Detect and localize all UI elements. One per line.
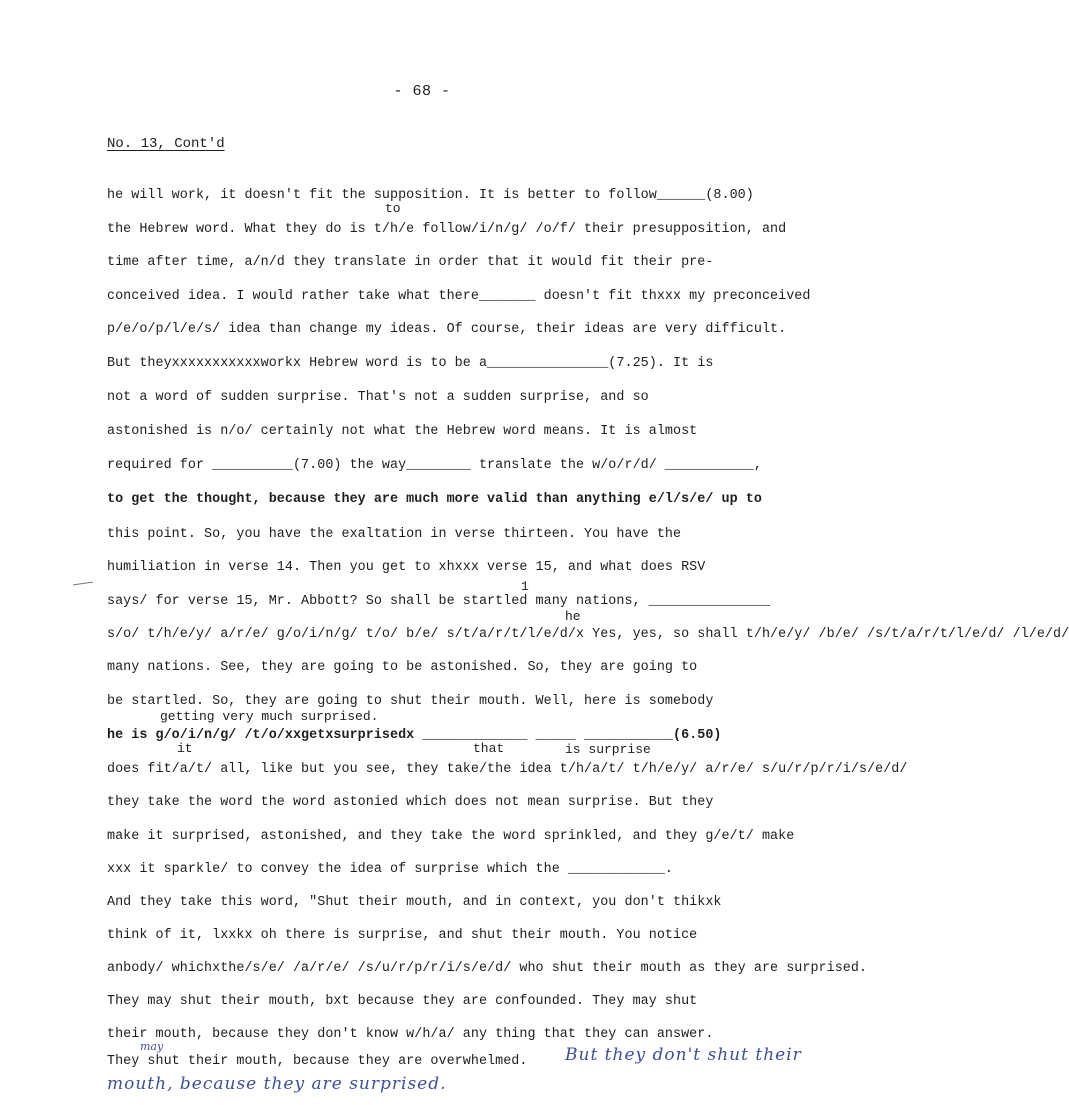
- interlinear-that: that: [473, 741, 505, 756]
- margin-mark: [73, 582, 93, 586]
- text-line-15: many nations. See, they are going to be astonished. So, they are going to: [107, 660, 698, 675]
- text-line-13: says/ for verse 15, Mr. Abbott? So shall be startled many nations, _______________: [107, 594, 771, 609]
- section-heading: No. 13, Cont'd: [107, 136, 225, 152]
- interlinear-getting-surprised: getting very much surprised.: [160, 709, 379, 724]
- text-line-21: xxx it sparkle/ to convey the idea of surprise which the ____________.: [107, 862, 673, 877]
- interlinear-is-surprise: is surprise: [565, 742, 651, 757]
- text-line-2: the Hebrew word. What they do is t/h/e follow/i/n/g/ /o/f/ their presupposition, and: [107, 222, 787, 237]
- text-line-17: he is g/o/i/n/g/ /t/o/xxgetxsurprisedx _____________ _____ ___________(6.50): [107, 728, 722, 743]
- text-line-1: he will work, it doesn't fit the supposition. It is better to follow______(8.00): [107, 188, 754, 203]
- text-line-27: They shut their mouth, because they are overwhelmed.: [107, 1054, 528, 1069]
- page-number: - 68 -: [393, 83, 451, 100]
- text-line-9: required for __________(7.00) the way________ translate the w/o/r/d/ ___________,: [107, 458, 762, 473]
- interlinear-to: to: [385, 201, 401, 216]
- text-line-19: they take the word the word astonied which does not mean surprise. But they: [107, 795, 714, 810]
- text-line-25: They may shut their mouth, bxt because they are confounded. They may shut: [107, 994, 698, 1009]
- text-line-12: humiliation in verse 14. Then you get to xhxxx verse 15, and what does RSV: [107, 560, 706, 575]
- text-line-5: p/e/o/p/l/e/s/ idea than change my ideas. Of course, their ideas are very difficult.: [107, 322, 787, 337]
- interlinear-it: it: [177, 741, 193, 756]
- text-line-10: to get the thought, because they are much more valid than anything e/l/s/e/ up to: [107, 492, 762, 507]
- text-line-7: not a word of sudden surprise. That's not a sudden surprise, and so: [107, 390, 649, 405]
- text-line-20: make it surprised, astonished, and they take the word sprinkled, and they g/e/t/ make: [107, 829, 795, 844]
- text-line-24: anbody/ whichxthe/s/e/ /a/r/e/ /s/u/r/p/r/i/s/e/d/ who shut their mouth as they are surprised.: [107, 961, 868, 976]
- text-line-3: time after time, a/n/d they translate in order that it would fit their pre-: [107, 255, 714, 270]
- handwritten-note-line-2: mouth, because they are surprised.: [107, 1074, 447, 1094]
- handwritten-note-line-1: But they don't shut their: [565, 1045, 802, 1065]
- text-line-14: s/o/ t/h/e/y/ a/r/e/ g/o/i/n/g/ t/o/ b/e/ s/t/a/r/t/l/e/d/x Yes, yes, so shall t/h/e/y/ /b/e/ /s/t/a/r/t/l/e/d/ /l/e/d/: [107, 627, 1069, 642]
- interlinear-he: he: [565, 609, 581, 624]
- interlinear-one: 1: [521, 579, 529, 594]
- text-line-11: this point. So, you have the exaltation in verse thirteen. You have the: [107, 527, 682, 542]
- text-line-26: their mouth, because they don't know w/h/a/ any thing that they can answer.: [107, 1027, 714, 1042]
- text-line-6: But theyxxxxxxxxxxxworkx Hebrew word is to be a_______________(7.25). It is: [107, 356, 714, 371]
- text-line-16: be startled. So, they are going to shut their mouth. Well, here is somebody: [107, 694, 714, 709]
- text-line-18: does fit/a/t/ all, like but you see, they take/the idea t/h/a/t/ t/h/e/y/ a/r/e/ s/u/r/p/r/i/s/e/d/: [107, 762, 908, 777]
- text-line-4: conceived idea. I would rather take what there_______ doesn't fit thxxx my preconceived: [107, 289, 811, 304]
- text-line-22: And they take this word, "Shut their mouth, and in context, you don't thikxk: [107, 895, 722, 910]
- text-line-8: astonished is n/o/ certainly not what the Hebrew word means. It is almost: [107, 424, 698, 439]
- text-line-23: think of it, lxxkx oh there is surprise, and shut their mouth. You notice: [107, 928, 698, 943]
- handwritten-may: may: [140, 1040, 164, 1053]
